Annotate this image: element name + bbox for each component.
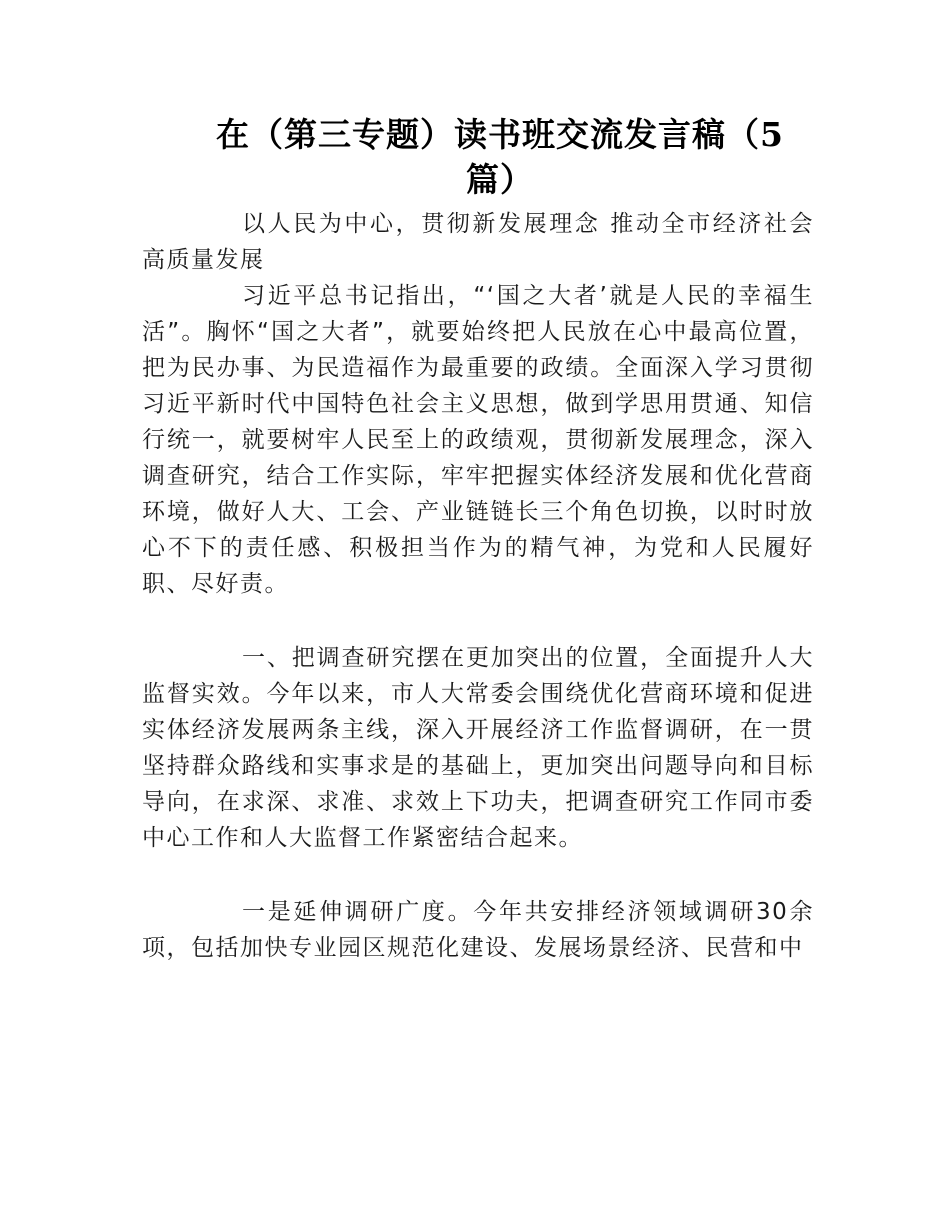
document-body: [142, 206, 814, 966]
intro-paragraph: 习近平总书记指出，“‘国之大者’就是人民的幸福生活”。胸怀“国之大者”，就要始终把人民放在心中最高位置，把为民办事、为民造福作为最重要的政绩。全面深入学习贯彻习近平新时代中国特色社会主义思想，做到学思用贯通、知信行统一，就要树牢人民至上的政绩观，贯彻新发展理念，深入调查研究，结合工作实际，牢牢把握实体经济发展和优化营商环境，做好人大、工会、产业链链长三个角色切换，以时时放心不下的责任感、积极担当作为的精气神，为党和人民履好职、尽好责。: [142, 283, 814, 597]
title-line-1: 在（第三专题）读书班交流发言稿（5: [216, 115, 784, 154]
document-title: [180, 112, 820, 202]
subtitle-paragraph: 以人民为中心，贯彻新发展理念 推动全市经济社会高质量发展: [142, 211, 814, 273]
section-one-paragraph: 一、把调查研究摆在更加突出的位置，全面提升人大监督实效。今年以来，市人大常委会围绕优化营商环境和促进实体经济发展两条主线，深入开展经济工作监督调研，在一贯坚持群众路线和实事求是的基础上，更加突出问题导向和目标导向，在求深、求准、求效上下功夫，把调查研究工作同市委中心工作和人大监督工作紧密结合起来。: [142, 645, 814, 851]
point-one-paragraph: 一是延伸调研广度。今年共安排经济领域调研30余项，包括加快专业园区规范化建设、发展场景经济、民营和中: [142, 899, 814, 961]
title-line-2: 篇）: [466, 160, 534, 199]
